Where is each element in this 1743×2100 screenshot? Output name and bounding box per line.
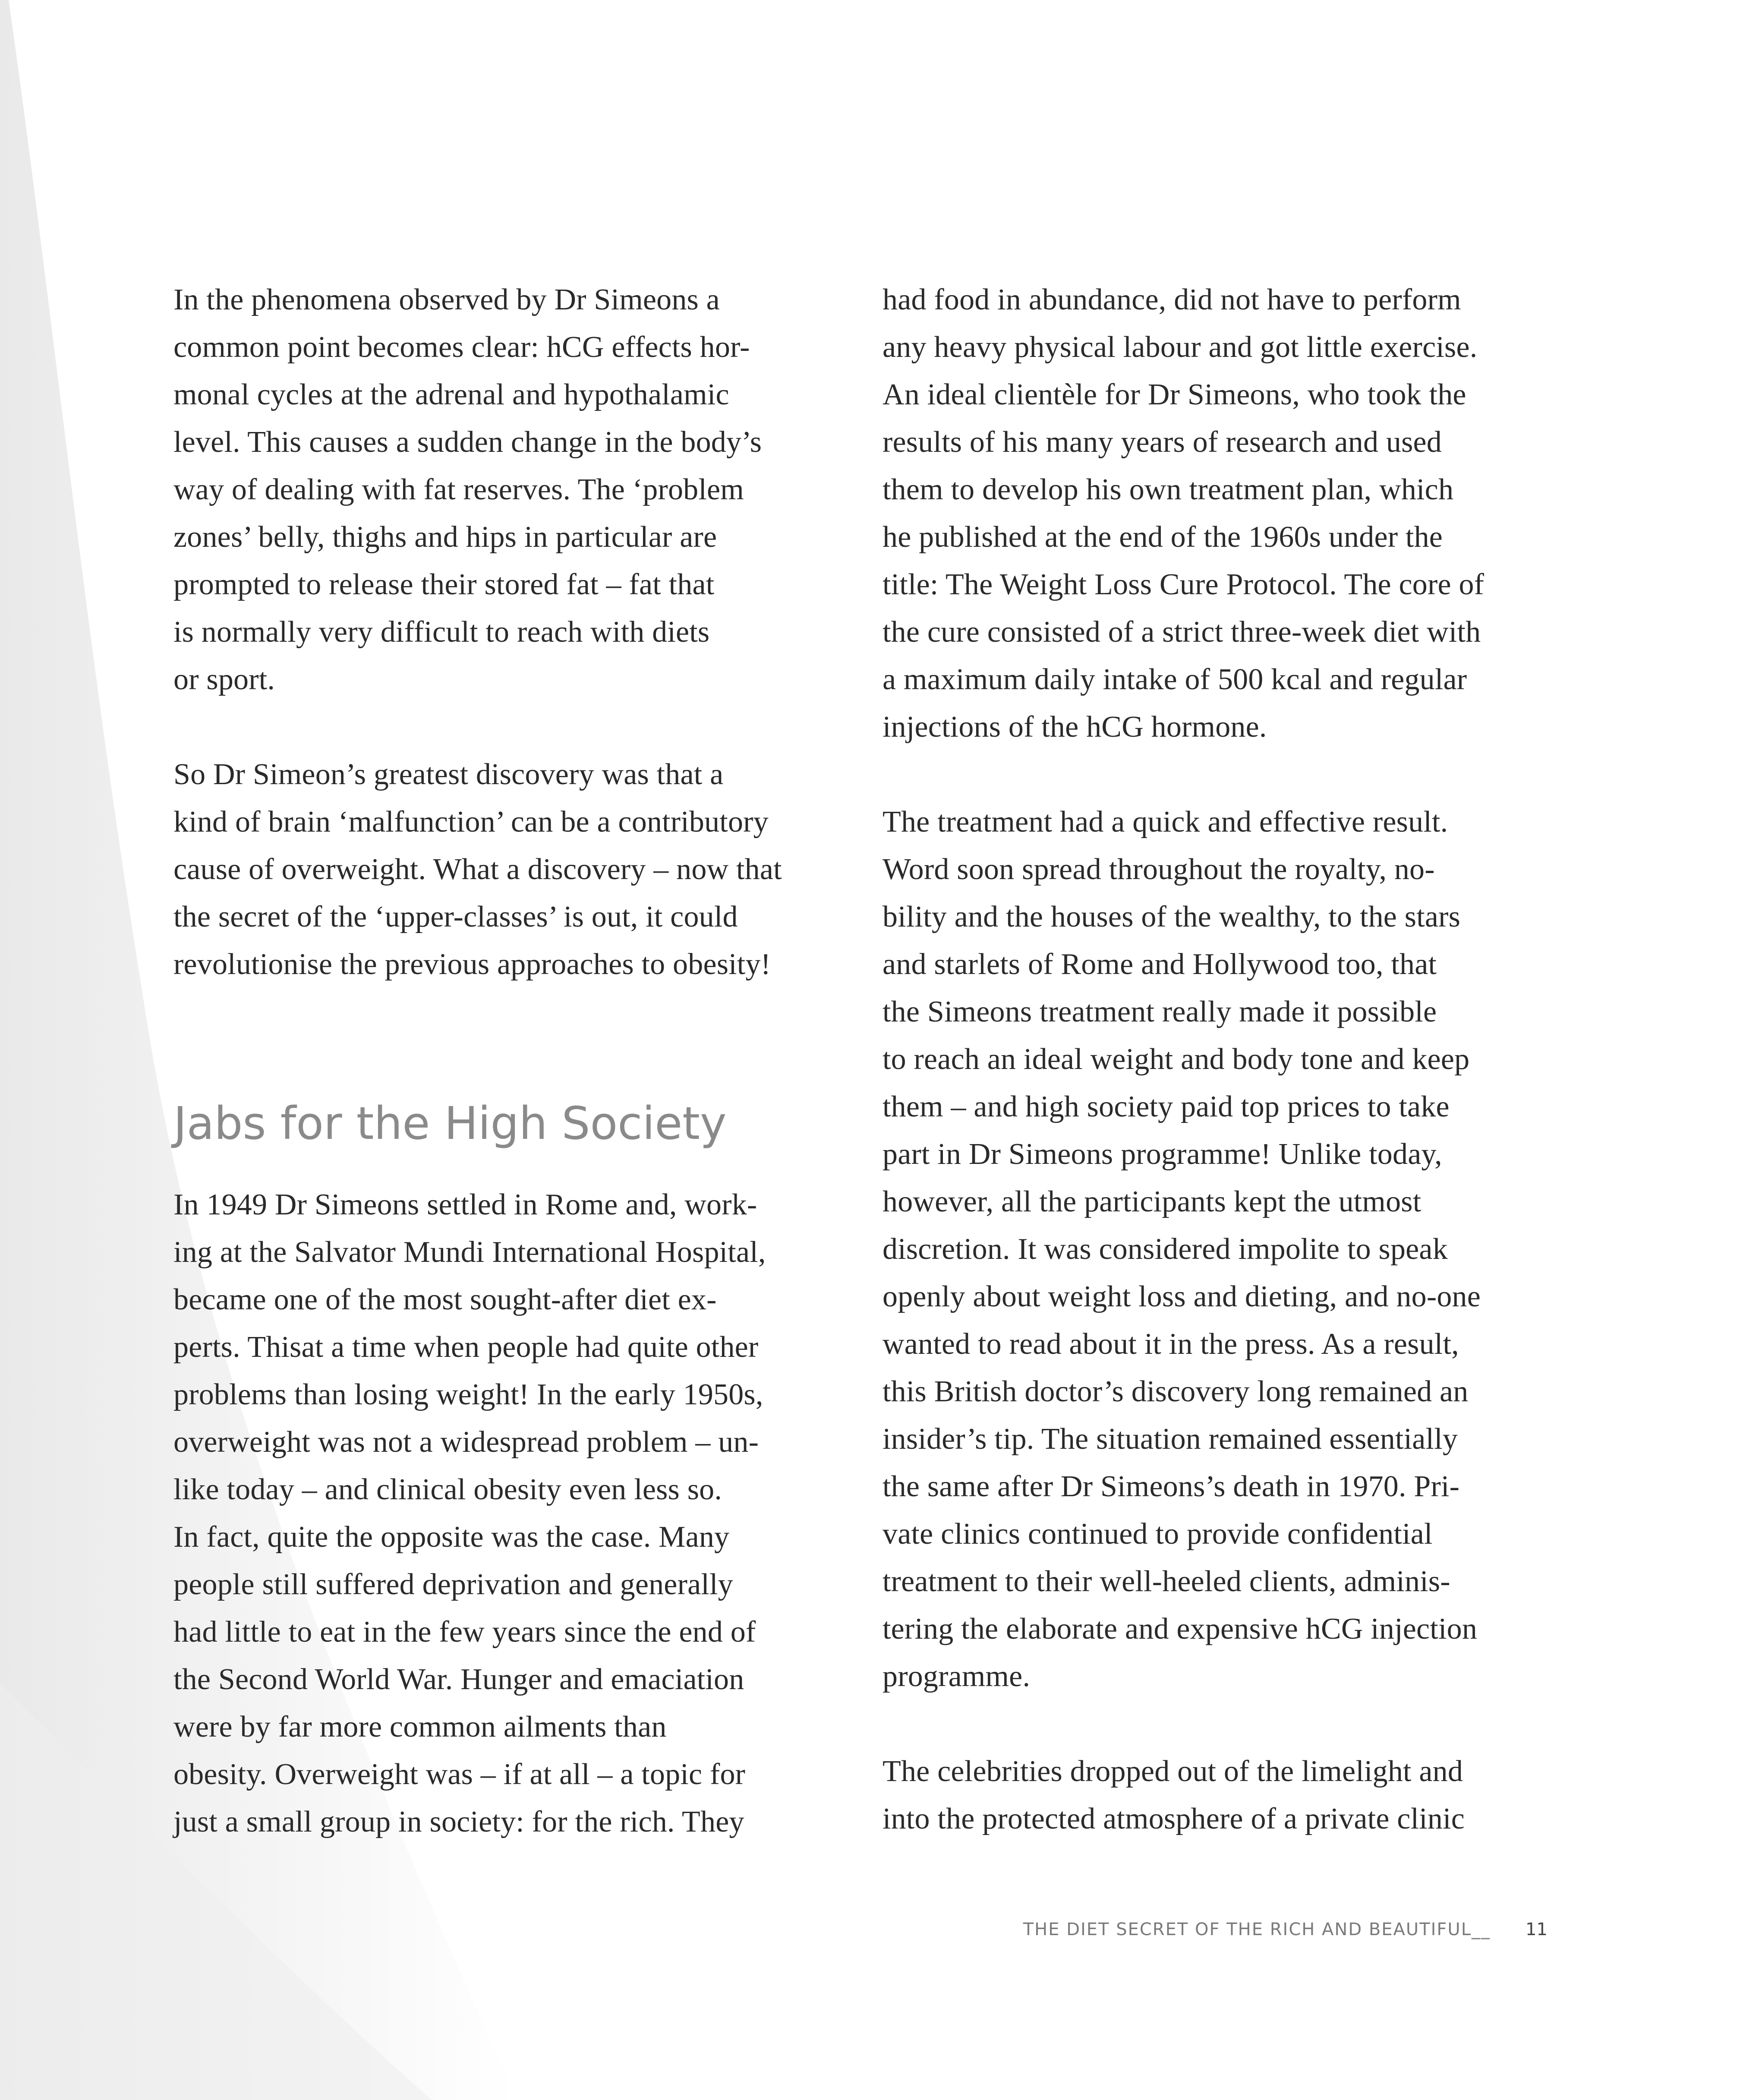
running-title: THE DIET SECRET OF THE RICH AND BEAUTIFUL__ <box>1023 1920 1491 1939</box>
right-column <box>883 276 1564 1843</box>
left-column-lower <box>173 1181 847 1846</box>
paragraph-gap <box>173 703 847 751</box>
paragraph-gap <box>883 1700 1564 1748</box>
right-paragraph-3: The celebrities dropped out of the limelight and into the protected atmosphere of a private clinic <box>883 1755 1465 1835</box>
paragraph-gap <box>883 751 1564 798</box>
section-heading: Jabs for the High Society <box>173 1097 727 1150</box>
right-paragraph-1: had food in abundance, did not have to perform any heavy physical labour and got little exercise. An ideal clientèle for Dr Simeons, who took the results of his many years of research and used them to develop his own treatment plan, which he published at the end of the 1960s under the title: The Weight Loss Cure Protocol. The core of the cure consisted of a strict three-week diet with a maximum daily intake of 500 kcal and regular injections of the hCG hormone. <box>883 283 1485 744</box>
left-paragraph-2: So Dr Simeon’s greatest discovery was that a kind of brain ‘malfunction’ can be a contributory cause of overweight. What a discovery – now that the secret of the ‘upper-classes’ is out, it could revolutionise the previous approaches to obesity! <box>173 758 782 981</box>
page-number: 11 <box>1526 1920 1548 1939</box>
left-column <box>173 276 847 988</box>
left-paragraph-1: In the phenomena observed by Dr Simeons a common point becomes clear: hCG effects hor- monal cycles at the adrenal and hypothalamic level. This causes a sudden change in the body’s way of dealing with fat reserves. The ‘problem zones’ belly, thighs and hips in particular are prompted to release their stored fat – fat that is normally very difficult to reach with diets or sport. <box>173 283 762 696</box>
right-paragraph-2: The treatment had a quick and effective result. Word soon spread throughout the royalty, no- bility and the houses of the wealthy, to the stars and starlets of Rome and Hollywood too, that the Simeons treatment really made it possible to reach an ideal weight and body tone and keep them – and high society paid top prices to take part in Dr Simeons programme! Unlike today, however, all the participants kept the utmost discretion. It was considered impolite to speak openly about weight loss and dieting, and no-one wanted to read about it in the press. As a result, this British doctor’s discovery long remained an insider’s tip. The situation remained essentially the same after Dr Simeons’s death in 1970. Pri- vate clinics continued to provide confidential treatment to their well-heeled clients, adminis- tering the elaborate and expensive hCG injection programme. <box>883 805 1481 1693</box>
left-paragraph-3: In 1949 Dr Simeons settled in Rome and, work- ing at the Salvator Mundi International Hospital, became one of the most sought-after diet ex- perts. Thisat a time when people had quite other problems than losing weight! In the early 1950s, overweight was not a widespread problem – un- like today – and clinical obesity even less so. In fact, quite the opposite was the case. Many people still suffered deprivation and generally had little to eat in the few years since the end of the Second World War. Hunger and emaciation were by far more common ailments than obesity. Overweight was – if at all – a topic for just a small group in society: for the rich. They <box>173 1188 766 1838</box>
page-footer <box>0 1920 1743 1954</box>
